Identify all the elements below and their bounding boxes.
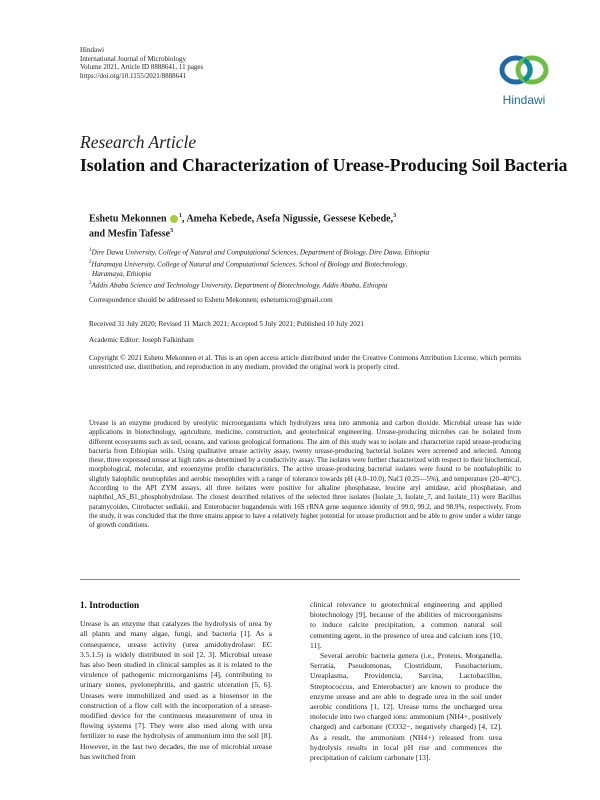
column-left (80, 600, 272, 762)
affiliations: $^1$Dire Dawa University, College of Natural and Computational Sciences, Department of Biology, Dire Dawa, Ethiopia $^2$Haramaya University, College of Natural and Computational Sciences, School of Biology and Biotechnology, Haramaya, Ethiopia $^3$Addis Ababa Science and Technology University, Department of Biotechnology, Addis Ababa, Ethiopia (89, 248, 430, 290)
journal-name: International Journal of Microbiology (80, 54, 186, 63)
logo-wordmark: Hindawi (502, 93, 546, 107)
divider (80, 579, 520, 580)
hindawi-logo (496, 50, 552, 107)
author-list: Eshetu Mekonnen $^1$, Ameha Kebede, Asefa Nigussie, Gessese Kebede,$^3$ and Mesfin Tafesse$^3$ (89, 213, 397, 240)
abstract: Urease is an enzyme produced by ureolytic microorganisms which hydrolyzes urea into ammonia and carbon dioxide. Microbial urease has wide applications in biotechnology, agriculture, medicine, construction, and geotechnical engineering. Urease-producing microbes can be isolated from different ecosystems such as soil, oceans, and various geological formations. The aim of this study was to isolate and characterize rapid urease-producing bacteria from Ethiopian soils. Using qualitative urease activity assay, twenty urease-producing bacterial isolates were screened and selected. Among these, three expressed urease at high rates as determined by a conductivity assay. The isolates were further characterized with respect to their biochemical, morphological, molecular, and exoenzyme profile characteristics. The active urease-producing bacterial isolates were found to be nonhalophilic to slightly halophilic neutrophiles and aerobic mesophiles with a range of tolerance towards pH (4.0–10.0), NaCl (0.25—5%), and temperature (20–40°C). According to the API ZYM assays, all three isolates were positive for alkaline phosphatase, leucine aryl amidase, acid phosphatase, and naphthol_AS_B1_phosphohydrolase. The closest described relatives of the selected three isolates (Isolate_3, Isolate_7, and Isolate_11) were Bacillus paramycoides, Citrobacter sedlakii, and Enterobacter bugandensis with 16S rRNA gene sequence identity of 99.0, 99.2, and 98.9%, respectively. From the study, it was concluded that the three strains appear to have a relatively higher potential for urease production and be able to grow under a wider range of growth conditions. (89, 419, 521, 530)
intro-paragraph-2: clinical relevance to geotechnical engineering and applied biotechnology [9], because of the abilities of microorganisms to induce calcite precipitation, a common natural soil cementing agent, in the presence of urea and calcium ions [10, 11]. (310, 600, 502, 650)
intro-paragraph-1: Urease is an enzyme that catalyzes the hydrolysis of urea by all plants and many algae, fungi, and bacteria [1]. As a consequence, urease activity (urea amidohydrolase: EC 3.5.1.5) is widely distributed in soil [2, 3]. Microbial urease has also been studied in clinical samples as it is related to the virulence of pathogenic microorganisms [4], contributing to urinary stones, pyelonephritis, and gastric ulceration [5, 6]. Ureases were immobilized and used as a biosensor in the construction of a flow cell with the incorporation of a urease-modified device for the continuous measurement of urea in flowing systems [7]. They were also used along with urea fertilizer to ease the hydrolysis of ammonium into the soil [8]. However, in the last two decades, the use of microbial urease has switched from (80, 619, 272, 761)
hindawi-logo-icon (496, 50, 552, 90)
author-last: and Mesfin Tafesse (89, 228, 171, 240)
publisher-name: Hindawi (80, 46, 105, 54)
affiliation-3: Addis Ababa Science and Technology University, Department of Biotechnology, Addis Ababa, Ethiopia (91, 281, 388, 290)
intro-paragraph-3: Several aerobic bacteria genera (i.e., Proteus, Morganella, Serratia, Pseudomonas, Clostridium, Fusobacterium, Ureaplasma, Providencia, Sarcina, Lactobacillus, Streptococcus, and Enterobacter) are known to produce the enzyme urease and are able to degrade urea in the soil under aerobic conditions [1, 12]. Urease turns the uncharged urea molecule into two charged ions: ammonium (NH4+, positively charged) and carbonate (CO32−, negatively charged) [4, 12]. As a result, the ammonium (NH4+) released from urea hydrolysis results in local pH rise and commences the precipitation of calcium carbonate [13]. (310, 651, 502, 763)
academic-editor: Academic Editor: Joseph Falkinham (89, 336, 194, 344)
orcid-icon[interactable] (170, 215, 178, 223)
history-dates: Received 31 July 2020; Revised 11 March 2021; Accepted 5 July 2021; Published 10 July 2021 (89, 320, 365, 328)
journal-header (80, 46, 203, 80)
column-right (310, 600, 502, 763)
affiliation-2-cont: Haramaya, Ethiopia (92, 269, 152, 278)
affiliation-2: Haramaya University, College of Natural and Computational Sciences, School of Biology and Biotechnology, (91, 260, 408, 269)
correspondence: Correspondence should be addressed to Eshetu Mekonnen; eshetumicro@gmail.com (89, 296, 333, 304)
copyright-notice: Copyright © 2021 Eshetu Mekonnen et al. This is an open access article distributed under the Creative Commons Attribution License, which permits unrestricted use, distribution, and reproduction in any medium, provided the original work is properly cited. (89, 354, 521, 372)
section-heading: 1. Introduction (80, 600, 140, 610)
volume-info: Volume 2021, Article ID 8888641, 11 pages (80, 63, 204, 72)
authors-rest: , Ameha Kebede, Asefa Nigussie, Gessese Kebede, (182, 213, 394, 225)
affiliation-1: Dire Dawa University, College of Natural and Computational Sciences, Department of Biology, Dire Dawa, Ethiopia (91, 248, 430, 257)
doi-link[interactable]: https://doi.org/10.1155/2021/8888641 (80, 71, 187, 80)
author-first[interactable]: Eshetu Mekonnen (89, 213, 167, 225)
article-type: Research Article (80, 132, 197, 152)
article-title: Isolation and Characterization of Urease-Producing Soil Bacteria (80, 155, 568, 175)
